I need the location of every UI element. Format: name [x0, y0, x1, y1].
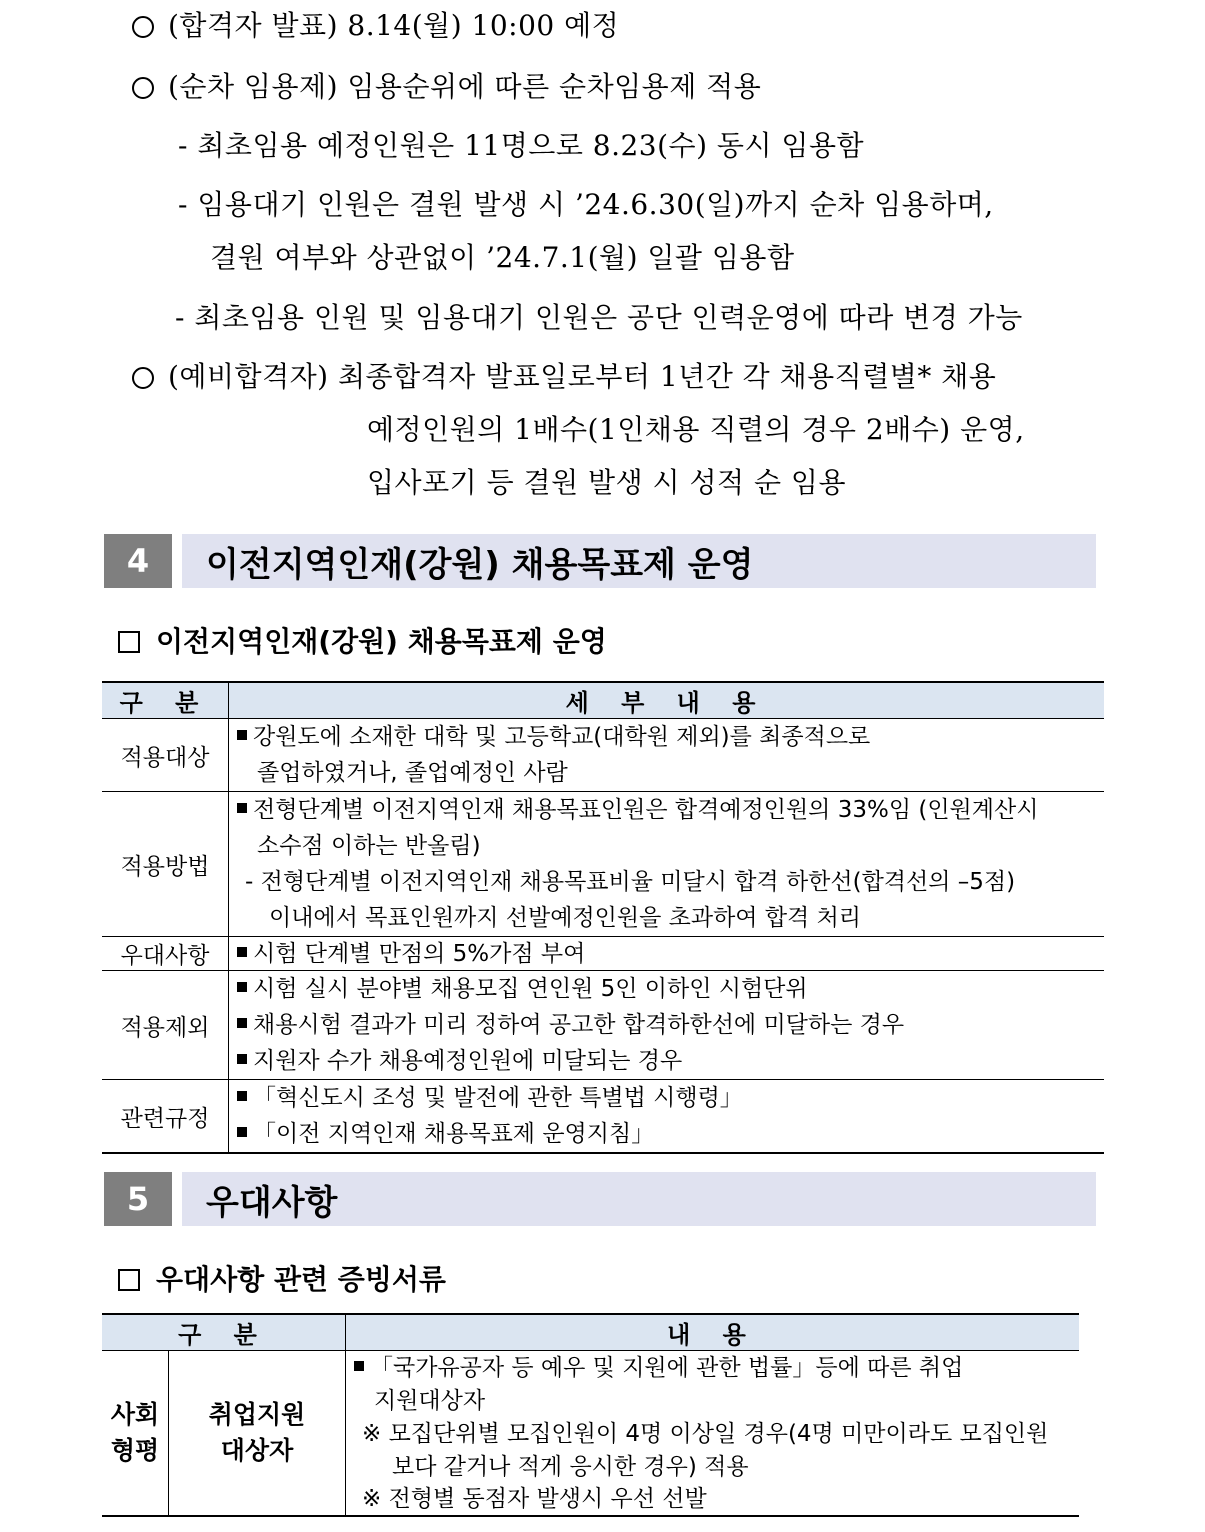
- row-label: 적용대상: [102, 719, 229, 792]
- table-header-details: 세 부 내 용: [229, 682, 1105, 719]
- notice-line-waiting: - 임용대기 인원은 결원 발생 시 ’24.6.30(일)까지 순차 임용하며,: [178, 188, 994, 221]
- circle-bullet-icon: [132, 16, 154, 38]
- table-header-category: 구 분: [102, 1314, 346, 1351]
- square-bullet-icon: [237, 803, 247, 813]
- square-bullet-icon: [237, 1091, 247, 1101]
- notice-line-sequential: (순차 임용제) 임용순위에 따른 순차임용제 적용: [132, 69, 761, 105]
- category-social-equity: 사회 형평: [102, 1351, 169, 1517]
- circle-bullet-icon: [132, 77, 154, 99]
- square-bullet-icon: [237, 947, 247, 957]
- notice-line-initial-hire: - 최초임용 예정인원은 11명으로 8.23(수) 동시 임용함: [178, 129, 865, 162]
- local-talent-table: [102, 681, 1104, 1154]
- circle-bullet-icon: [132, 367, 154, 389]
- notice-line-reserve-2: 예정인원의 1배수(1인채용 직렬의 경우 2배수) 운영,: [367, 413, 1025, 446]
- section-number-4: 4: [104, 534, 172, 588]
- square-bullet-icon: [237, 1018, 247, 1028]
- table-header-content: 내 용: [346, 1314, 1080, 1351]
- section-title-5: 우대사항: [182, 1172, 1096, 1226]
- notice-line-waiting-cont: 결원 여부와 상관없이 ’24.7.1(월) 일괄 임용함: [210, 241, 795, 274]
- table-row: 적용방법 전형단계별 이전지역인재 채용목표인원은 합격예정인원의 33%임 (인원계산시 소수점 이하는 반올림) - 전형단계별 이전지역인재 채용목표비율 미달시 합격 하한선(합격선의 –5점) 이내에서 목표인원까지 선발예정인원을 초과하여 합격 처리: [102, 792, 1104, 937]
- table-row: 관련규정 「혁신도시 조성 및 발전에 관한 특별법 시행령」 「이전 지역인재 채용목표제 운영지침」: [102, 1080, 1104, 1154]
- table-row: 사회 형평 취업지원 대상자 「국가유공자 등 예우 및 지원에 관한 법률」등에 따른 취업 지원대상자 ※ 모집단위별 모집인원이 4명 이상일 경우(4명 미만이라도 모집인원 보다 같거나 적게 응시한 경우) 적용 ※ 전형별 동점자 발생시 우선 선발: [102, 1351, 1079, 1517]
- row-label: 적용제외: [102, 971, 229, 1080]
- section-number-5: 5: [104, 1172, 172, 1226]
- table-row: 적용제외 시험 실시 분야별 채용모집 연인원 5인 이하인 시험단위 채용시험 결과가 미리 정하여 공고한 합격하한선에 미달하는 경우 지원자 수가 채용예정인원에 미달되는 경우: [102, 971, 1104, 1080]
- square-bullet-icon: [237, 1127, 247, 1137]
- preference-table: [102, 1313, 1079, 1517]
- subsection-title-4: 이전지역인재(강원) 채용목표제 운영: [118, 620, 607, 660]
- table-row: 적용대상 강원도에 소재한 대학 및 고등학교(대학원 제외)를 최종적으로 졸업하였거나, 졸업예정인 사람: [102, 719, 1104, 792]
- section-title-4: 이전지역인재(강원) 채용목표제 운영: [182, 534, 1096, 588]
- square-bullet-icon: [237, 1054, 247, 1064]
- square-bullet-icon: [237, 982, 247, 992]
- subsection-title-5: 우대사항 관련 증빙서류: [118, 1258, 446, 1298]
- notice-line-reserve: (예비합격자) 최종합격자 발표일로부터 1년간 각 채용직렬별* 채용: [132, 359, 996, 395]
- checkbox-square-icon: [118, 631, 140, 653]
- table-header-category: 구 분: [102, 682, 229, 719]
- notice-line-reserve-3: 입사포기 등 결원 발생 시 성적 순 임용: [367, 466, 847, 499]
- row-label: 적용방법: [102, 792, 229, 937]
- checkbox-square-icon: [118, 1269, 140, 1291]
- notice-line-announcement: (합격자 발표) 8.14(월) 10:00 예정: [132, 8, 619, 44]
- notice-line-change: - 최초임용 인원 및 임용대기 인원은 공단 인력운영에 따라 변경 가능: [175, 301, 1023, 334]
- square-bullet-icon: [354, 1361, 364, 1371]
- row-label: 관련규정: [102, 1080, 229, 1154]
- square-bullet-icon: [237, 730, 247, 740]
- table-row: 우대사항 시험 단계별 만점의 5%가점 부여: [102, 937, 1104, 971]
- row-label: 우대사항: [102, 937, 229, 971]
- category-employment-support: 취업지원 대상자: [169, 1351, 346, 1517]
